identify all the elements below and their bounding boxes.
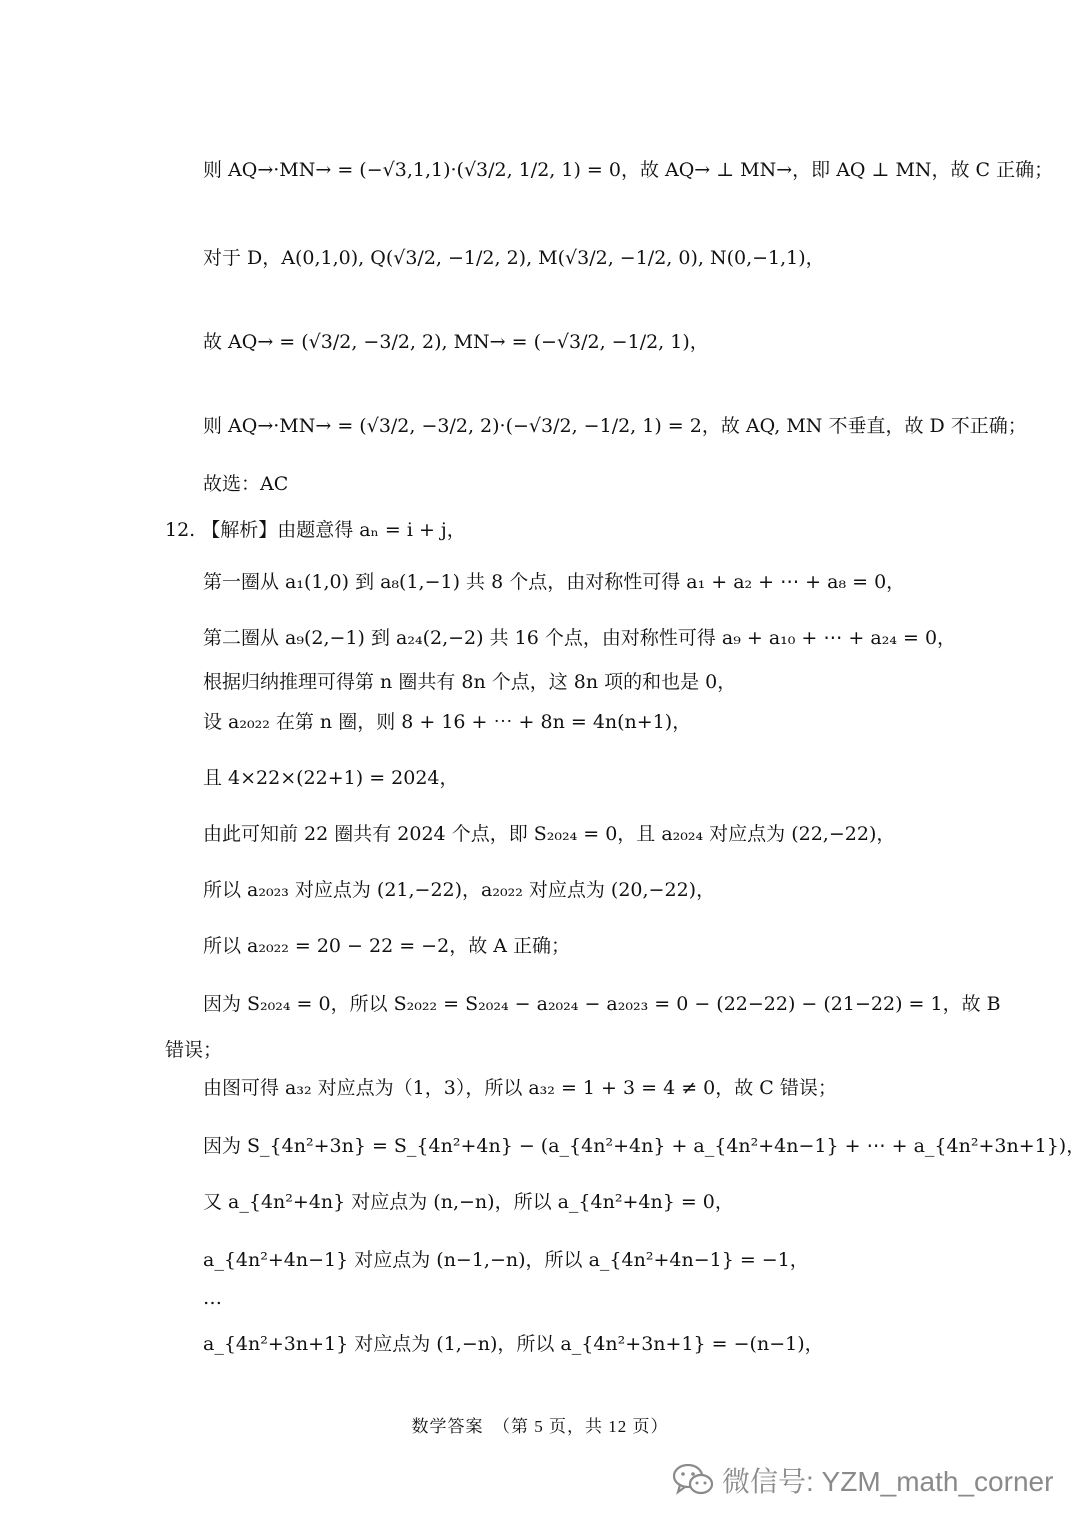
text-line: 所以 a₂₀₂₃ 对应点为 (21,−22)，a₂₀₂₂ 对应点为 (20,−22)， [203, 879, 716, 901]
text-line: 由此可知前 22 圈共有 2024 个点，即 S₂₀₂₄ = 0，且 a₂₀₂₄ 对应点为 (22,−22)， [203, 823, 896, 845]
text-line: 所以 a₂₀₂₂ = 20 − 22 = −2，故 A 正确； [203, 935, 570, 957]
question-heading: 12. 【解析】由题意得 aₙ = i + j， [165, 519, 466, 541]
text-line: 则 AQ→·MN→ = (√3/2, −3/2, 2)·(−√3/2, −1/2, 1) = 2，故 AQ, MN 不垂直，故 D 不正确； [203, 415, 1027, 437]
text-line: 第一圈从 a₁(1,0) 到 a₈(1,−1) 共 8 个点，由对称性可得 a₁ + a₂ + ⋯ + a₈ = 0， [203, 571, 906, 593]
text-line: 错误； [165, 1039, 223, 1061]
text-line: 且 4×22×(22+1) = 2024， [203, 767, 459, 789]
text-line: 故 AQ→ = (√3/2, −3/2, 2), MN→ = (−√3/2, −1/2, 1)， [203, 331, 709, 353]
text-line: 因为 S_{4n²+3n} = S_{4n²+4n} − (a_{4n²+4n} + a_{4n²+4n−1} + ⋯ + a_{4n²+3n+1})， [203, 1135, 1085, 1157]
text-line: 根据归纳推理可得第 n 圈共有 8n 个点，这 8n 项的和也是 0， [203, 671, 737, 693]
text-line: 第二圈从 a₉(2,−1) 到 a₂₄(2,−2) 共 16 个点，由对称性可得 a₉ + a₁₀ + ⋯ + a₂₄ = 0， [203, 627, 957, 649]
text-line: 因为 S₂₀₂₄ = 0，所以 S₂₀₂₂ = S₂₀₂₄ − a₂₀₂₄ − a₂₀₂₃ = 0 − (22−22) − (21−22) = 1，故 B [203, 993, 1001, 1015]
wechat-icon [672, 1462, 714, 1498]
page-footer: 数学答案 （第 5 页，共 12 页） [411, 1417, 669, 1436]
text-line: 对于 D，A(0,1,0), Q(√3/2, −1/2, 2), M(√3/2, −1/2, 0), N(0,−1,1)， [203, 247, 825, 269]
text-line: a_{4n²+3n+1} 对应点为 (1,−n)，所以 a_{4n²+3n+1} = −(n−1)， [203, 1333, 824, 1355]
text-line: 由图可得 a₃₂ 对应点为（1，3），所以 a₃₂ = 1 + 3 = 4 ≠ 0，故 C 错误； [203, 1077, 837, 1099]
watermark [672, 1460, 1053, 1500]
text-line: 故选：AC [203, 473, 289, 495]
text-line: a_{4n²+4n−1} 对应点为 (n−1,−n)，所以 a_{4n²+4n−1} = −1， [203, 1249, 809, 1271]
text-line: 又 a_{4n²+4n} 对应点为 (n,−n)，所以 a_{4n²+4n} = 0， [203, 1191, 734, 1213]
text-line: 设 a₂₀₂₂ 在第 n 圈，则 8 + 16 + ⋯ + 8n = 4n(n+1)， [203, 711, 692, 733]
watermark-text: 微信号: YZM_math_corner [722, 1466, 1054, 1497]
text-line: 则 AQ→·MN→ = (−√3,1,1)·(√3/2, 1/2, 1) = 0，故 AQ→ ⊥ MN→，即 AQ ⊥ MN，故 C 正确； [203, 159, 1054, 181]
text-line: … [203, 1287, 222, 1309]
